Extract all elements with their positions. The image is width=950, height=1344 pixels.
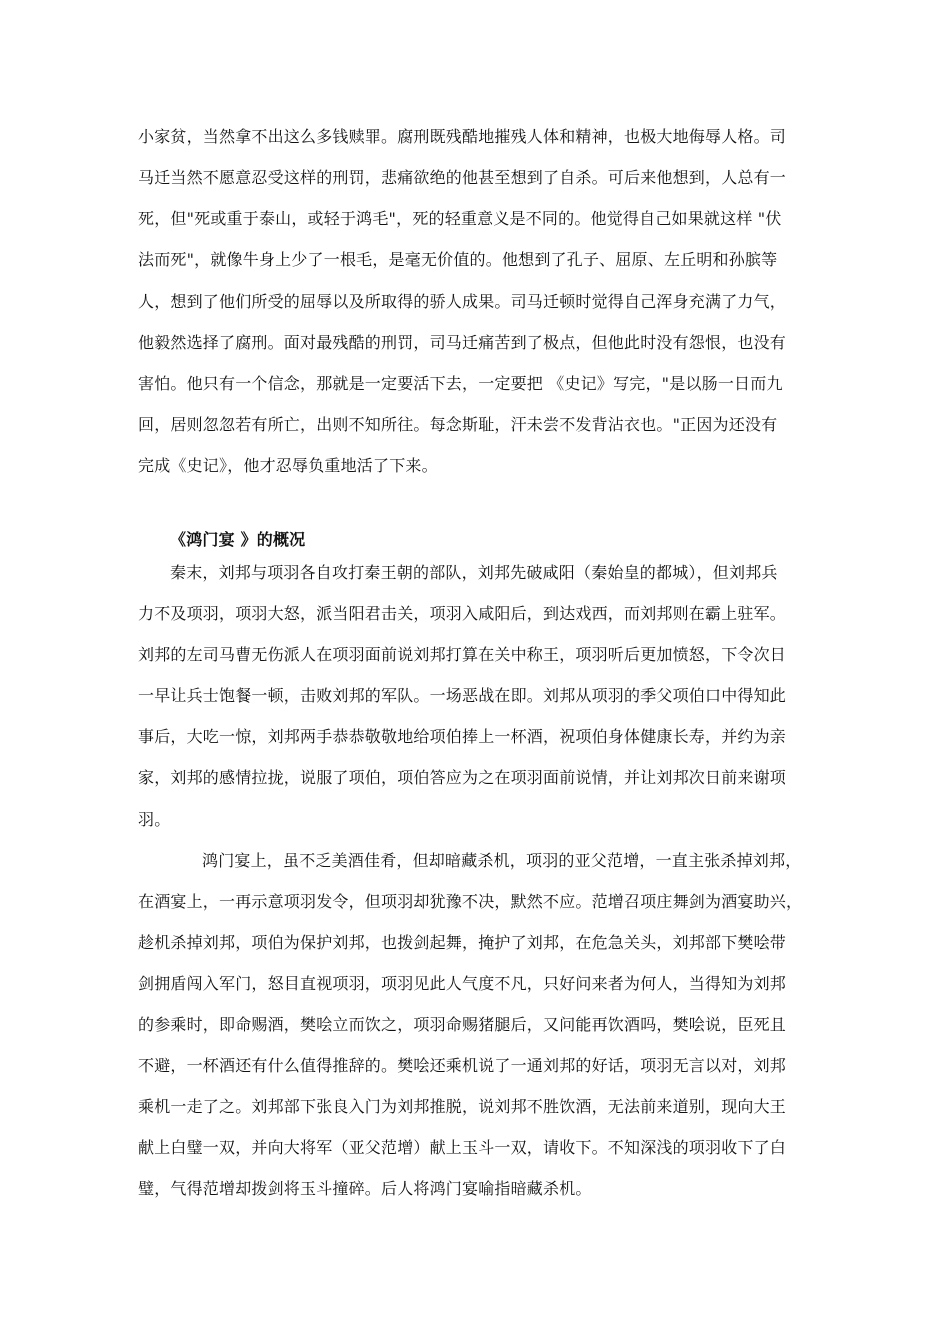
text-line: 的参乘时，即命赐酒，樊哙立而饮之，项羽命赐猪腿后，又问能再饮酒吗，樊哙说，臣死且	[138, 1015, 787, 1034]
text-line: 马迁当然不愿意忍受这样的刑罚，悲痛欲绝的他甚至想到了自杀。可后来他想到，人总有一	[138, 168, 787, 187]
text-line: 羽。	[138, 810, 171, 829]
text-line: 死，但"死或重于泰山，或轻于鸿毛"，死的轻重意义是不同的。他觉得自己如果就这样 "伏	[138, 209, 782, 228]
text-line: 力不及项羽，项羽大怒，派当阳君击关，项羽入咸阳后，到达戏西，而刘邦则在霸上驻军。	[138, 604, 787, 623]
text-line: 鸿门宴上，虽不乏美酒佳肴，但却暗藏杀机，项羽的亚父范增，一直主张杀掉刘邦，	[202, 851, 802, 870]
text-line: 家，刘邦的感情拉拢，说服了项伯，项伯答应为之在项羽面前说情，并让刘邦次日前来谢项	[138, 768, 787, 787]
text-line: 璧，气得范增却拨剑将玉斗撞碎。后人将鸿门宴喻指暗藏杀机。	[138, 1179, 592, 1198]
text-line: 献上白璧一双，并向大将军（亚父范增）献上玉斗一双，请收下。不知深浅的项羽收下了白	[138, 1138, 787, 1157]
text-line: 回，居则忽忽若有所亡，出则不知所往。每念斯耻，汗未尝不发背沾衣也。"正因为还没有	[138, 415, 778, 434]
text-line: 剑拥盾闯入军门，怒目直视项羽，项羽见此人气度不凡，只好问来者为何人，当得知为刘邦	[138, 974, 787, 993]
text-line: 趁机杀掉刘邦，项伯为保护刘邦，也拨剑起舞，掩护了刘邦，在危急关头，刘邦部下樊哙带	[138, 933, 787, 952]
text-line: 不避，一杯酒还有什么值得推辞的。樊哙还乘机说了一通刘邦的好话，项羽无言以对，刘邦	[138, 1056, 787, 1075]
text-line: 事后，大吃一惊，刘邦两手恭恭敬敬地给项伯捧上一杯酒，祝项伯身体健康长寿，并约为亲	[138, 727, 787, 746]
text-line: 刘邦的左司马曹无伤派人在项羽面前说刘邦打算在关中称王，项羽听后更加愤怒，下令次日	[138, 645, 787, 664]
text-line: 在酒宴上，一再示意项羽发令，但项羽却犹豫不决，默然不应。范增召项庄舞剑为酒宴助兴，	[138, 892, 803, 911]
text-line: 小家贫，当然拿不出这么多钱赎罪。腐刑既残酷地摧残人体和精神，也极大地侮辱人格。司	[138, 127, 787, 146]
text-line: 一早让兵士饱餐一顿，击败刘邦的军队。一场恶战在即。刘邦从项羽的季父项伯口中得知此	[138, 686, 787, 705]
text-line: 害怕。他只有一个信念，那就是一定要活下去，一定要把 《史记》写完，"是以肠一日而九	[138, 374, 783, 393]
text-line: 乘机一走了之。刘邦部下张良入门为刘邦推脱，说刘邦不胜饮酒，无法前来道别，现向大王	[138, 1097, 787, 1116]
text-line: 他毅然选择了腐刑。面对最残酷的刑罚，司马迁痛苦到了极点，但他此时没有怨恨，也没有	[138, 333, 787, 352]
text-line: 秦末，刘邦与项羽各自攻打秦王朝的部队，刘邦先破咸阳（秦始皇的都城），但刘邦兵	[170, 563, 778, 582]
section-heading: 《鸿门宴 》的概况	[170, 530, 306, 549]
text-line: 法而死"，就像牛身上少了一根毛，是毫无价值的。他想到了孔子、屈原、左丘明和孙膑等	[138, 250, 778, 269]
text-line: 人，想到了他们所受的屈辱以及所取得的骄人成果。司马迁顿时觉得自己浑身充满了力气，	[138, 292, 787, 311]
text-line: 完成《史记》，他才忍辱负重地活了下来。	[138, 456, 438, 475]
